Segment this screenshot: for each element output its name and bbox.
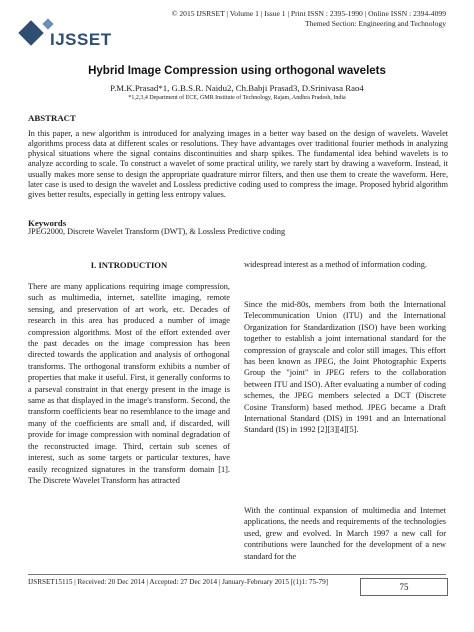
- introduction-heading: I. INTRODUCTION: [90, 260, 168, 270]
- intro-right-para-3: With the continual expansion of multimedia and Internet applications, the needs and requirements of the technologies used, grew and evolved. In March 1997 a new call for contributions were launched for the development of a new standard for the: [244, 506, 446, 561]
- header-line-2: Themed Section: Engineering and Technology: [304, 19, 446, 28]
- logo-text: IJSSET: [50, 30, 112, 49]
- page-number: 75: [360, 578, 448, 596]
- abstract-text: In this paper, a new algorithm is introduced for analyzing images in a better way based on the design of wavelets. Wavelet algorithms process data at different scales or resolutions. They have advantages over traditional fourier methods in analyzing physical situations where the signal contains discontinuities and sharp spikes. The fundamental idea behind wavelets is to analyze according to scale. To construct a wavelet of some practical utility, we rarely start by drawing a waveform. Instead, it usually makes more sense to design the appropriate quadrature mirror filters, and then use them to create the waveform. Here, later case is used to design the wavelet and Lossless predictive coding used to compress the image. Proposed hybrid algorithm gives better results, especially in getting less entropy values.: [28, 129, 448, 199]
- keywords-text: JPEG2000, Discrete Wavelet Transform (DWT), & Lossless Predictive coding: [28, 227, 286, 236]
- logo-dot-icon: [42, 18, 53, 29]
- intro-left-column: [28, 281, 230, 486]
- logo-diamond-icon: [18, 20, 43, 45]
- intro-paragraph-1: There are many applications requiring image compression, such as multimedia, internet, satellite imaging, remote sensing, and preservation of art work, etc. Decades of research in this area has produced a number of image compression algorithms. Most of the effort extended over the past decades on the image compression has been directed towards the application and analysis of orthogonal transforms. The orthogonal transform exhibits a number of properties that make it useful. First, it generally conforms to a parseval constraint in that energy present in the image is same as that displayed in the image's transform. Second, the transform coefficients bear no resemblance to the image and many of the coefficients are small and, if discarded, will provide for image compression with nominal degradation of the reconstructed image. Third, certain sub scenes of interest, such as some targets or particular textures, have easily recognized signatures in the transform domain [1]. The Discrete Wavelet Transform has attracted: [28, 282, 230, 485]
- header-meta: [116, 9, 446, 29]
- affiliation: *1,2,3,4 Department of ECE, GMR Institute of Technology, Rajam, Andhra Pradesh, India: [128, 95, 346, 101]
- footer-divider: [28, 574, 446, 575]
- abstract-heading: ABSTRACT: [28, 113, 76, 123]
- intro-right-para-2: Since the mid-80s, members from both the International Telecommunication Union (ITU) and the International Organization for Standardization (ISO) have been working together to establish a joint international standard for the compression of grayscale and color still images. This effort has been known as JPEG, the Joint Photographic Experts Group the "joint" in JPEG refers to the collaboration between ITU and ISO). After evaluating a number of coding schemes, the JPEG members selected a DCT (Discrete Cosine Transform) based method. JPEG became a Draft International Standard (DIS) in 1991 and an International Standard (IS) in 1992 [2][3][4][5].: [244, 300, 446, 435]
- footer-citation: IJSRSET15115 | Received: 20 Dec 2014 | Accepted: 27 Dec 2014 | January-February 2015 [(1)1: 75-79]: [28, 578, 329, 586]
- header-line-1: © 2015 IJSRSET | Volume 1 | Issue 1 | Print ISSN : 2395-1990 | Online ISSN : 2394-4099: [171, 9, 446, 18]
- paper-title: Hybrid Image Compression using orthogonal wavelets: [88, 65, 386, 77]
- keywords-heading: Keywords: [28, 218, 67, 228]
- journal-logo: [22, 20, 118, 54]
- authors: P.M.K.Prasad*1, G.B.S.R. Naidu2, Ch.Babji Prasad3, D.Srinivasa Rao4: [110, 83, 364, 93]
- intro-right-para-1: widespread interest as a method of information coding.: [244, 260, 427, 269]
